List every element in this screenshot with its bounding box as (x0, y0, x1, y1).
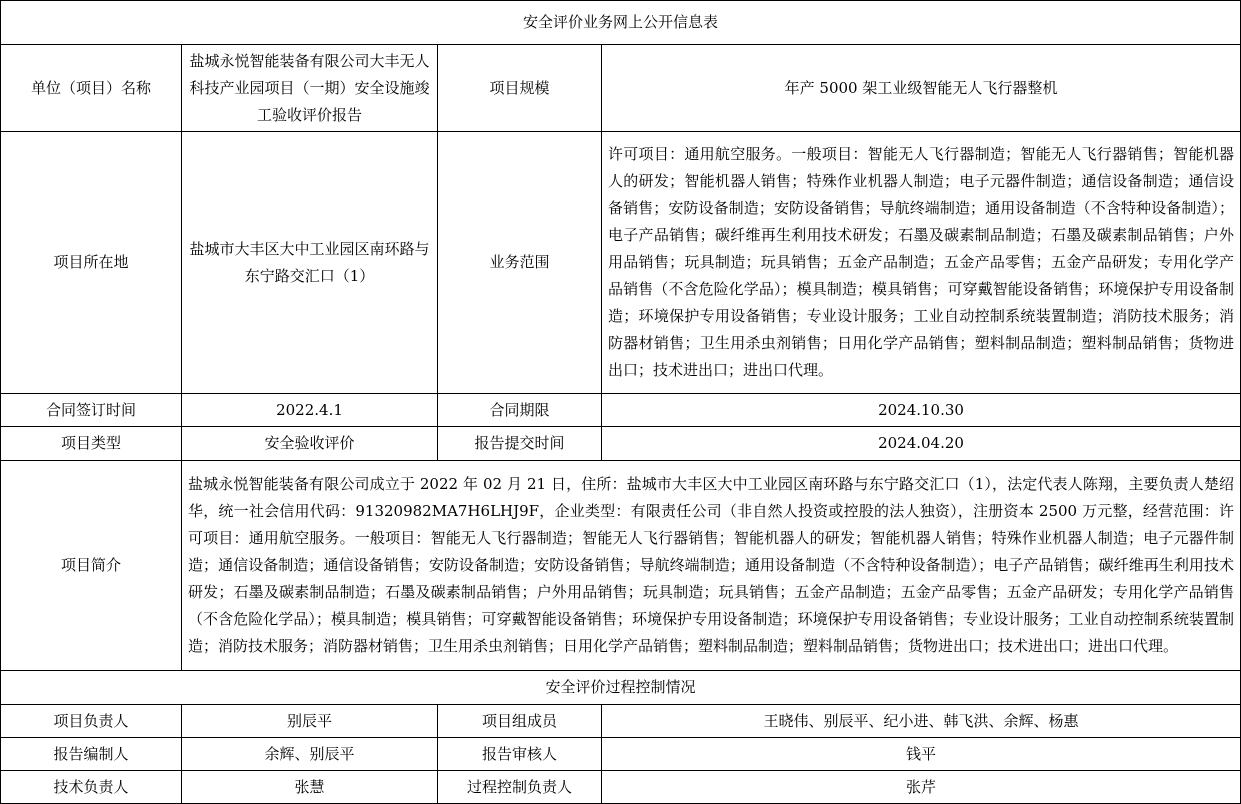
report-author-value: 余辉、别辰平 (182, 738, 438, 771)
team-members-label: 项目组成员 (438, 705, 602, 738)
team-members-value: 王晓伟、别辰平、纪小进、韩飞洪、余辉、杨惠 (602, 705, 1241, 738)
unit-name-value: 盐城永悦智能装备有限公司大丰无人科技产业园项目（一期）安全设施竣工验收评价报告 (182, 45, 438, 132)
tech-lead-value: 张慧 (182, 771, 438, 804)
report-reviewer-value: 钱平 (602, 738, 1241, 771)
project-intro-value: 盐城永悦智能装备有限公司成立于 2022 年 02 月 21 日，住所：盐城市大丰区大中工业园区南环路与东宁路交汇口（1），法定代表人陈翔，主要负责人楚绍华，统一社会信用代码：91320982MA7H6LHJ9F，企业类型：有限责任公司（非自然人投资或控股的法人独资），注册资本 2500 万元整，经营范围：许可项目：通用航空服务。一般项目：智能无人飞行器制造；智能无人飞行器销售；智能机器人的研发；智能机器人销售；特殊作业机器人制造；电子元器件制造；通信设备制造；通信设备销售；安防设备制造；安防设备销售；导航终端制造；通用设备制造（不含特种设备制造）；电子产品销售；碳纤维再生利用技术研发；石墨及碳素制品制造；石墨及碳素制品销售；户外用品销售；玩具制造；玩具销售；五金产品制造；五金产品零售；五金产品研发；专用化学产品销售（不含危险化学品）；模具制造；模具销售；可穿戴智能设备销售；环境保护专用设备制造；环境保护专用设备销售；专业设计服务；工业自动控制系统装置制造；消防技术服务；消防器材销售；卫生用杀虫剂销售；日用化学产品销售；塑料制品制造；塑料制品销售；货物进出口；技术进出口；进出口代理。 (182, 461, 1241, 671)
unit-name-label: 单位（项目）名称 (1, 45, 182, 132)
project-leader-label: 项目负责人 (1, 705, 182, 738)
submit-date-value: 2024.04.20 (602, 427, 1241, 461)
project-leader-value: 别辰平 (182, 705, 438, 738)
project-type-value: 安全验收评价 (182, 427, 438, 461)
process-control-heading: 安全评价过程控制情况 (1, 671, 1241, 705)
project-intro-label: 项目简介 (1, 461, 182, 671)
contract-period-label: 合同期限 (438, 394, 602, 427)
tech-lead-label: 技术负责人 (1, 771, 182, 804)
project-scale-value: 年产 5000 架工业级智能无人飞行器整机 (602, 45, 1241, 132)
project-type-label: 项目类型 (1, 427, 182, 461)
submit-date-label: 报告提交时间 (438, 427, 602, 461)
business-scope-value: 许可项目：通用航空服务。一般项目：智能无人飞行器制造；智能无人飞行器销售；智能机器人的研发；智能机器人销售；特殊作业机器人制造；电子元器件制造；通信设备制造；通信设备销售；安防设备制造；安防设备销售；导航终端制造；通用设备制造（不含特种设备制造）；电子产品销售；碳纤维再生利用技术研发；石墨及碳素制品制造；石墨及碳素制品销售；户外用品销售；玩具制造；玩具销售；五金产品制造；五金产品零售；五金产品研发；专用化学产品销售（不含危险化学品）；模具制造；模具销售；可穿戴智能设备销售；环境保护专用设备制造；环境保护专用设备销售；专业设计服务；工业自动控制系统装置制造；消防技术服务；消防器材销售；卫生用杀虫剂销售；日用化学产品销售；塑料制品制造；塑料制品销售；货物进出口；技术进出口；进出口代理。 (602, 132, 1241, 394)
process-control-lead-value: 张芹 (602, 771, 1241, 804)
table-title: 安全评价业务网上公开信息表 (1, 1, 1241, 45)
location-label: 项目所在地 (1, 132, 182, 394)
process-control-lead-label: 过程控制负责人 (438, 771, 602, 804)
location-value: 盐城市大丰区大中工业园区南环路与东宁路交汇口（1） (182, 132, 438, 394)
business-scope-label: 业务范围 (438, 132, 602, 394)
report-author-label: 报告编制人 (1, 738, 182, 771)
contract-date-label: 合同签订时间 (1, 394, 182, 427)
contract-period-value: 2024.10.30 (602, 394, 1241, 427)
contract-date-value: 2022.4.1 (182, 394, 438, 427)
project-scale-label: 项目规模 (438, 45, 602, 132)
report-reviewer-label: 报告审核人 (438, 738, 602, 771)
